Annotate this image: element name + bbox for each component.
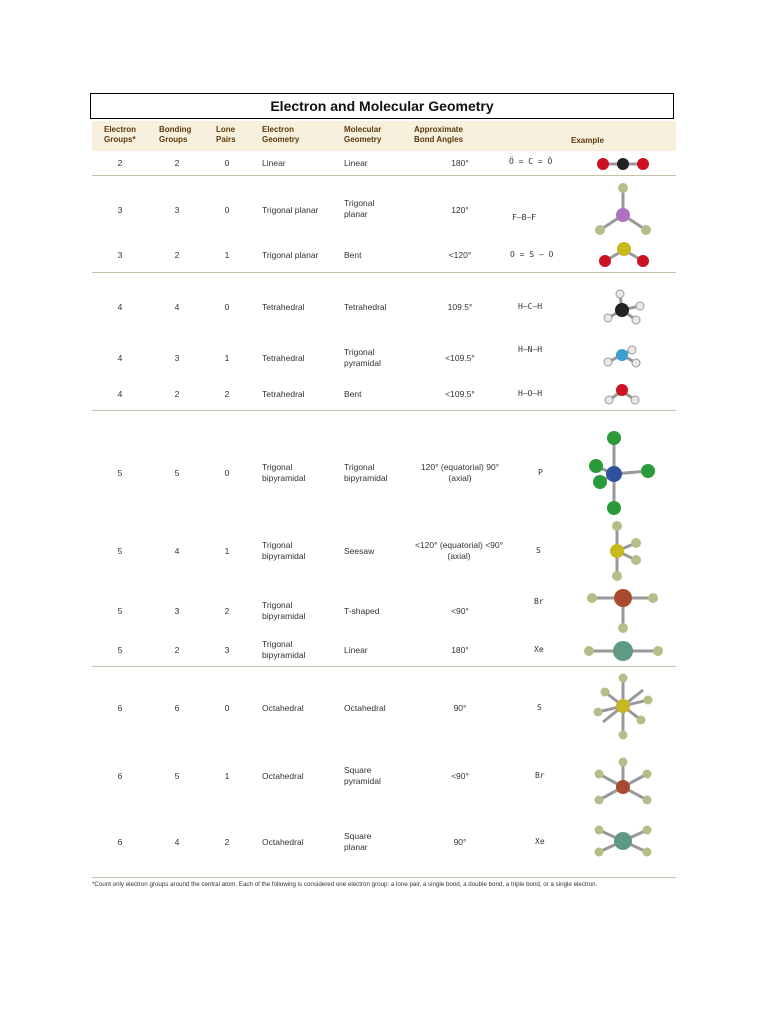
hydrogen-atom (631, 396, 639, 404)
fluorine-atom (631, 538, 641, 548)
lewis-h2o: H–O–H (518, 389, 543, 398)
cell-lone-pairs: 0 (224, 205, 230, 215)
lewis-nh3: H–N–H (518, 345, 543, 354)
hydrogen-atom (632, 316, 640, 324)
lewis-bf3: F–B–F (512, 213, 537, 222)
bromine-atom (614, 589, 632, 607)
cell-electron-groups: 4 (117, 389, 123, 399)
sulfur-atom (616, 699, 630, 713)
oxygen-atom (599, 255, 611, 267)
carbon-atom (617, 158, 629, 170)
hydrogen-atom (636, 302, 644, 310)
cell-electron-geometry: Tetrahedral (262, 302, 305, 312)
cell-bonding-groups: 5 (174, 771, 180, 781)
cell-bonding-groups: 5 (174, 468, 180, 478)
cell-bonding-groups: 2 (174, 645, 180, 655)
fluorine-atom (619, 674, 628, 683)
hydrogen-atom (605, 396, 613, 404)
hydrogen-atom (604, 314, 612, 322)
fluorine-atom (643, 770, 652, 779)
cell-electron-groups: 3 (117, 205, 123, 215)
header-molecular-geometry: Molecular Geometry (344, 125, 382, 144)
fluorine-atom (595, 770, 604, 779)
cell-bond-angles: 180° (451, 158, 469, 168)
lewis-brf5: Br (535, 771, 545, 780)
bromine-atom (616, 780, 630, 794)
cell-molecular-geometry: Octahedral (344, 703, 386, 713)
cell-molecular-geometry: Tetrahedral (344, 302, 387, 312)
cell-lone-pairs: 0 (224, 302, 230, 312)
cell-electron-groups: 2 (117, 158, 123, 168)
cell-bond-angles: 109.5° (447, 302, 473, 312)
cell-molecular-geometry: Trigonal planar (344, 198, 375, 219)
cell-bond-angles: 90° (453, 837, 467, 847)
cell-bonding-groups: 2 (174, 158, 180, 168)
fluorine-atom (595, 848, 604, 857)
cell-electron-groups: 6 (117, 837, 123, 847)
chlorine-atom (607, 431, 621, 445)
header-electron-groups: Electron Groups* (104, 125, 137, 144)
sulfur-atom (610, 544, 624, 558)
cell-electron-geometry: Trigonal bipyramidal (262, 462, 306, 483)
lewis-co2: Ö = C = Ö (509, 157, 553, 166)
cell-electron-groups: 5 (117, 645, 123, 655)
chlorine-atom (593, 475, 607, 489)
cell-electron-groups: 6 (117, 703, 123, 713)
fluorine-atom (612, 571, 622, 581)
xenon-atom (613, 641, 633, 661)
cell-bonding-groups: 6 (174, 703, 180, 713)
lewis-brf3: Br (534, 597, 544, 606)
cell-lone-pairs: 0 (224, 158, 230, 168)
table-title: Electron and Molecular Geometry (90, 93, 674, 119)
cell-electron-geometry: Octahedral (262, 703, 304, 713)
hydrogen-atom (604, 358, 612, 366)
cell-bond-angles: 90° (453, 703, 467, 713)
cell-bond-angles: 180° (451, 645, 469, 655)
cell-molecular-geometry: T-shaped (344, 606, 380, 616)
boron-atom (616, 208, 630, 222)
oxygen-atom (637, 255, 649, 267)
header-bonding-groups: Bonding Groups (159, 125, 192, 144)
cell-lone-pairs: 1 (224, 771, 230, 781)
cell-electron-geometry: Trigonal bipyramidal (262, 600, 306, 621)
cell-molecular-geometry: Linear (344, 158, 368, 168)
cell-bonding-groups: 3 (174, 606, 180, 616)
cell-molecular-geometry: Seesaw (344, 546, 375, 556)
cell-molecular-geometry: Square pyramidal (344, 765, 381, 786)
lewis-xef2: Xe (534, 645, 544, 654)
hydrogen-atom (616, 290, 624, 298)
phosphorus-atom (606, 466, 622, 482)
cell-electron-geometry: Trigonal bipyramidal (262, 540, 306, 561)
header-electron-geometry: Electron Geometry (262, 125, 300, 144)
cell-lone-pairs: 0 (224, 703, 230, 713)
footnote: *Count only electron groups around the central atom. Each of the following is considered one electron group: a lone pair, a single bond, a double bond, a triple bond, or a single electron. (92, 881, 598, 888)
cell-lone-pairs: 3 (224, 645, 230, 655)
chlorine-atom (607, 501, 621, 515)
fluorine-atom (643, 796, 652, 805)
cell-electron-groups: 4 (117, 353, 123, 363)
fluorine-atom (595, 225, 605, 235)
cell-molecular-geometry: Trigonal bipyramidal (344, 462, 388, 483)
cell-electron-geometry: Tetrahedral (262, 389, 305, 399)
fluorine-atom (601, 688, 610, 697)
chlorine-atom (641, 464, 655, 478)
header-lone-pairs: Lone Pairs (216, 125, 236, 144)
cell-electron-groups: 6 (117, 771, 123, 781)
cell-lone-pairs: 2 (224, 837, 230, 847)
cell-molecular-geometry: Bent (344, 250, 362, 260)
cell-lone-pairs: 2 (224, 606, 230, 616)
cell-lone-pairs: 1 (224, 250, 230, 260)
fluorine-atom (643, 848, 652, 857)
cell-electron-groups: 5 (117, 546, 123, 556)
cell-lone-pairs: 1 (224, 546, 230, 556)
cell-bond-angles: <120° (equatorial) <90° (axial) (414, 540, 504, 561)
fluorine-atom (619, 758, 628, 767)
chlorine-atom (589, 459, 603, 473)
cell-molecular-geometry: Square planar (344, 831, 372, 852)
lewis-sf6: S (537, 703, 542, 712)
cell-electron-groups: 4 (117, 302, 123, 312)
cell-lone-pairs: 1 (224, 353, 230, 363)
cell-bond-angles: <109.5° (445, 389, 475, 399)
cell-bonding-groups: 2 (174, 250, 180, 260)
lewis-so2: O = S – O (510, 250, 554, 259)
fluorine-atom (595, 796, 604, 805)
cell-bonding-groups: 4 (174, 302, 180, 312)
oxygen-atom (637, 158, 649, 170)
header-example: Example (571, 136, 604, 145)
hydrogen-atom (628, 346, 636, 354)
cell-electron-geometry: Octahedral (262, 837, 304, 847)
fluorine-atom (595, 826, 604, 835)
cell-bonding-groups: 2 (174, 389, 180, 399)
cell-molecular-geometry: Linear (344, 645, 368, 655)
cell-molecular-geometry: Bent (344, 389, 362, 399)
nitrogen-atom (616, 349, 628, 361)
fluorine-atom (594, 708, 603, 717)
cell-bonding-groups: 3 (174, 353, 180, 363)
cell-bond-angles: <120° (448, 250, 472, 260)
lewis-ch4: H–C–H (518, 302, 543, 311)
cell-electron-geometry: Trigonal bipyramidal (262, 639, 306, 660)
lewis-pcl5: P (538, 468, 543, 477)
fluorine-atom (653, 646, 663, 656)
cell-electron-groups: 5 (117, 606, 123, 616)
header-bond-angles: Approximate Bond Angles (414, 125, 464, 144)
fluorine-atom (612, 521, 622, 531)
fluorine-atom (643, 826, 652, 835)
oxygen-atom (616, 384, 628, 396)
cell-bond-angles: <90° (451, 606, 469, 616)
fluorine-atom (644, 696, 653, 705)
cell-bonding-groups: 3 (174, 205, 180, 215)
fluorine-atom (648, 593, 658, 603)
cell-bonding-groups: 4 (174, 837, 180, 847)
cell-electron-geometry: Trigonal planar (262, 205, 319, 215)
lewis-xef4: Xe (535, 837, 545, 846)
cell-electron-groups: 5 (117, 468, 123, 478)
cell-bond-angles: <109.5° (445, 353, 475, 363)
xenon-atom (614, 832, 632, 850)
fluorine-atom (641, 225, 651, 235)
lewis-sf4: S (536, 546, 541, 555)
fluorine-atom (619, 731, 628, 740)
cell-molecular-geometry: Trigonal pyramidal (344, 347, 381, 368)
cell-electron-geometry: Trigonal planar (262, 250, 319, 260)
hydrogen-atom (632, 359, 640, 367)
cell-electron-geometry: Linear (262, 158, 286, 168)
oxygen-atom (597, 158, 609, 170)
cell-lone-pairs: 0 (224, 468, 230, 478)
cell-lone-pairs: 2 (224, 389, 230, 399)
sulfur-atom (617, 242, 631, 256)
fluorine-atom (637, 716, 646, 725)
fluorine-atom (618, 183, 628, 193)
fluorine-atom (631, 555, 641, 565)
fluorine-atom (584, 646, 594, 656)
cell-bond-angles: 120° (451, 205, 469, 215)
cell-electron-geometry: Octahedral (262, 771, 304, 781)
fluorine-atom (618, 623, 628, 633)
cell-electron-groups: 3 (117, 250, 123, 260)
cell-bonding-groups: 4 (174, 546, 180, 556)
cell-bond-angles: 120° (equatorial) 90° (axial) (420, 462, 500, 483)
cell-electron-geometry: Tetrahedral (262, 353, 305, 363)
carbon-atom (615, 303, 629, 317)
cell-bond-angles: <90° (451, 771, 469, 781)
fluorine-atom (587, 593, 597, 603)
